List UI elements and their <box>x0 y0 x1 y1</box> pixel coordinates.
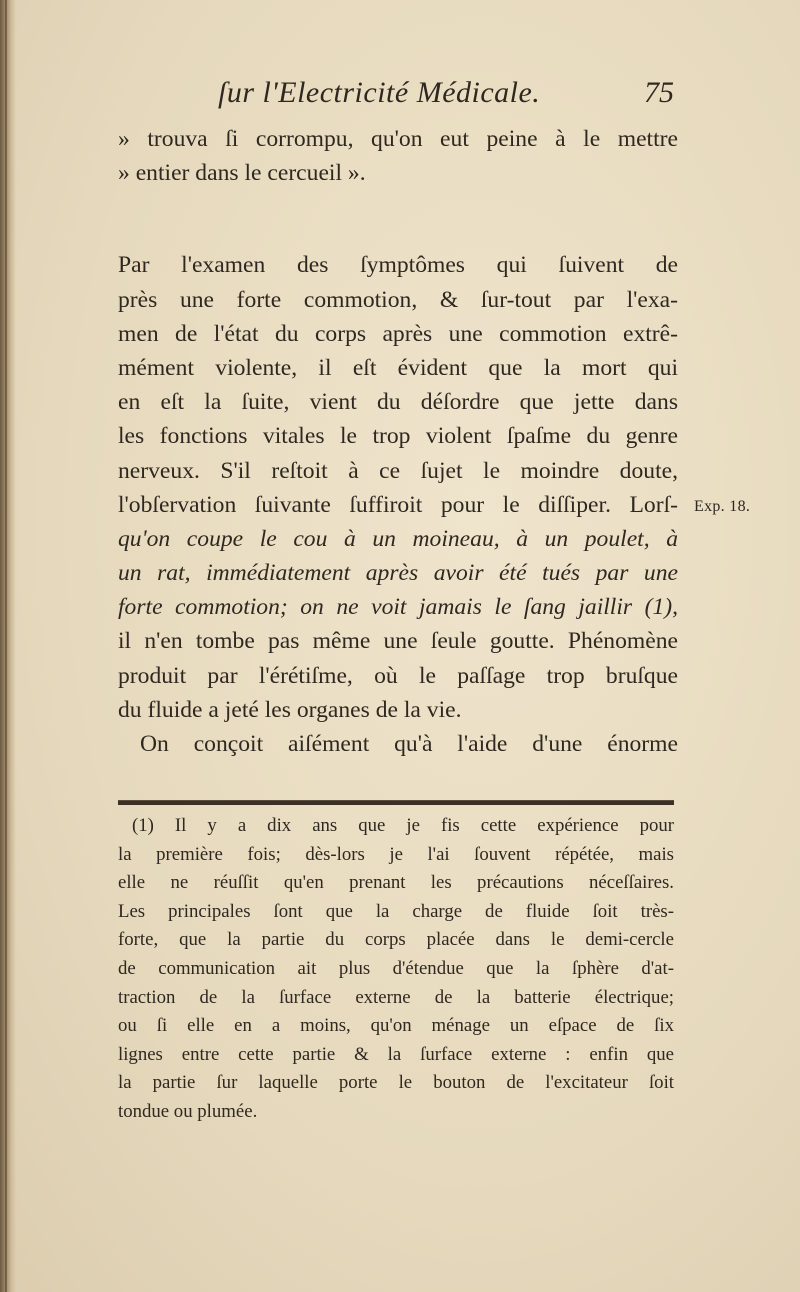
footnote-line: la première fois; dès-lors je l'ai ſouvent répétée, mais <box>118 843 674 865</box>
body-line: du fluide a jeté les organes de la vie. <box>118 696 462 723</box>
footnote-line: tondue ou plumée. <box>118 1100 258 1122</box>
body-line: men de l'état du corps après une commotion extrê- <box>118 320 678 347</box>
footnote-line: de communication ait plus d'étendue que la ſphère d'at- <box>118 957 674 979</box>
body-line: il n'en tombe pas même une ſeule goutte. Phénomène <box>118 628 678 655</box>
page-header <box>118 76 674 116</box>
body-line: qu'on coupe le cou à un moineau, à un poulet, à <box>118 525 678 552</box>
footnote-line: (1) Il y a dix ans que je fis cette expérience pour <box>132 815 674 836</box>
footnote-line: forte, que la partie du corps placée dans le demi-cercle <box>118 929 674 951</box>
body-line: les fonctions vitales le trop violent ſpaſme du genre <box>118 423 678 450</box>
body-line: produit par l'érétiſme, où le paſſage trop bruſque <box>118 662 678 689</box>
footnote-rule <box>118 800 674 805</box>
running-head: ſur l'Electricité Médicale. <box>218 76 541 109</box>
body-line: Par l'examen des ſymptômes qui ſuivent de <box>118 252 678 279</box>
body-line: » entier dans le cercueil ». <box>118 160 366 187</box>
footnote-line: la partie ſur laquelle porte le bouton de l'excitateur ſoit <box>118 1072 674 1094</box>
page-binding-edge <box>5 0 7 1292</box>
body-line: nerveux. S'il reſtoit à ce ſujet le moindre doute, <box>118 457 678 484</box>
footnote-line: elle ne réuſſit qu'en prenant les précautions néceſſaires. <box>118 872 674 894</box>
body-line: l'obſervation ſuivante ſuffiroit pour le diſſiper. Lorſ- <box>118 491 678 518</box>
footnote-line: ou ſi elle en a moins, qu'on ménage un eſpace de ſix <box>118 1015 674 1037</box>
body-line: près une forte commotion, & ſur-tout par l'exa- <box>118 286 678 313</box>
page-binding-shadow <box>0 0 16 1292</box>
margin-note: Exp. 18. <box>694 498 751 515</box>
footnote <box>118 812 674 1127</box>
body-text <box>118 122 678 761</box>
footnote-line: lignes entre cette partie & la ſurface externe : enfin que <box>118 1043 674 1065</box>
body-line: forte commotion; on ne voit jamais le ſang jaillir (1), <box>118 594 678 621</box>
footnote-line: Les principales ſont que la charge de fluide ſoit très- <box>118 900 674 922</box>
body-line: » trouva ſi corrompu, qu'on eut peine à le mettre <box>118 126 678 152</box>
paragraph-gap <box>118 190 678 248</box>
footnote-line: traction de la ſurface externe de la batterie électrique; <box>118 986 674 1008</box>
body-line: On conçoit aiſément qu'à l'aide d'une énorme <box>140 731 678 757</box>
body-line: un rat, immédiatement après avoir été tués par une <box>118 560 678 587</box>
body-line: en eſt la ſuite, vient du déſordre que jette dans <box>118 389 678 416</box>
page-number: 75 <box>644 76 674 109</box>
body-line: mément violente, il eſt évident que la mort qui <box>118 354 678 381</box>
